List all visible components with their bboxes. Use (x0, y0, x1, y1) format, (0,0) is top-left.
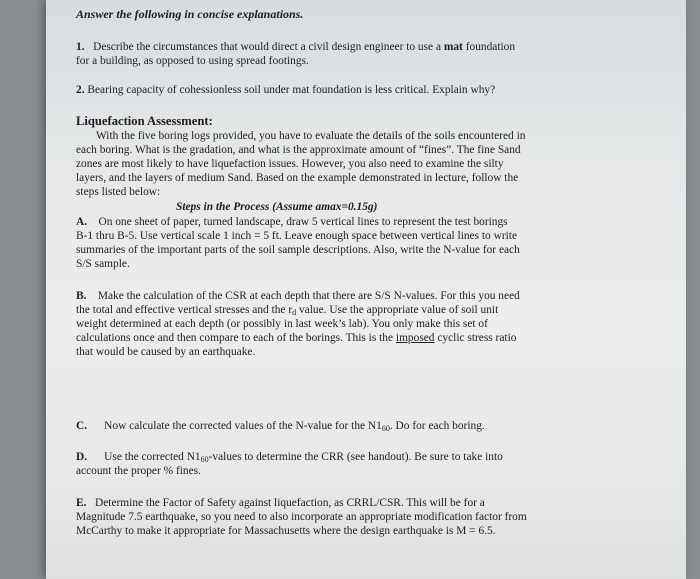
page-title: Answer the following in concise explanations. (76, 7, 304, 21)
step-b-line-4 (76, 332, 516, 345)
step-d-line-1 (76, 451, 503, 464)
question-1-number: 1. (76, 41, 85, 53)
step-d-text-a: Use the corrected N1 (104, 451, 201, 463)
question-1-text-b: foundation (465, 41, 516, 53)
step-d-subscript: 60 (200, 455, 209, 464)
intro-line-2: each boring. What is the gradation, and what is the approximate amount of “fines”. The fine Sand (76, 144, 521, 156)
step-e-text-1: Determine the Factor of Safety against liquefaction, as CRRL/CSR. This will be for a (95, 497, 485, 509)
step-b-line-1 (76, 290, 520, 303)
step-c-letter: C. (76, 420, 88, 432)
step-a-line-3: summaries of the important parts of the soil sample descriptions. Also, write the N-value for each (76, 244, 520, 256)
step-a-letter: A. (76, 216, 88, 228)
step-b-line-5: that would be caused by an earthquake. (76, 346, 256, 358)
step-b-letter: B. (76, 290, 87, 302)
question-1-text-a: Describe the circumstances that would direct a civil design engineer to use a (93, 41, 442, 53)
intro-line-1: With the five boring logs provided, you have to evaluate the details of the soils encountered in (96, 130, 526, 142)
step-b-text-2b: value. Use the appropriate value of soil unit (296, 304, 499, 316)
step-a-line-2: B-1 thru B-5. Use vertical scale 1 inch = 5 ft. Leave enough space between vertical lines to write (76, 230, 518, 242)
step-d-text-b: -values to determine the CRR (see handout). Be sure to take into (208, 451, 503, 463)
step-c-text-b: . Do for each boring. (389, 420, 485, 432)
step-e-line-2: Magnitude 7.5 earthquake, so you need to also incorporate an appropriate modification factor from (76, 511, 527, 523)
step-b-rd-subscript: d (292, 308, 297, 317)
step-b-imposed: imposed (395, 332, 435, 344)
step-e-letter: E. (76, 497, 87, 509)
step-c-subscript: 60 (381, 424, 390, 433)
intro-line-3: zones are most likely to have liquefaction issues. However, you also need to examine the silty (76, 158, 504, 170)
step-d-letter: D. (76, 451, 88, 463)
liquefaction-heading: Liquefaction Assessment: (76, 114, 213, 128)
step-b-text-2a: the total and effective vertical stresses and the r (76, 304, 293, 316)
question-1-mat: mat (443, 41, 463, 53)
step-e-line-1 (76, 497, 485, 510)
paper-sheet (46, 0, 686, 579)
question-2 (76, 84, 495, 97)
step-c-text-a: Now calculate the corrected values of the N-value for the N1 (104, 420, 382, 432)
step-d-line-2: account the proper % fines. (76, 465, 201, 477)
intro-line-5: steps listed below: (76, 186, 161, 198)
question-1-line-1 (76, 41, 515, 54)
step-a-line-1 (76, 216, 508, 229)
steps-title: Steps in the Process (Assume amax=0.15g) (176, 201, 378, 213)
question-2-number: 2. (76, 84, 85, 96)
step-c-line-1 (76, 420, 485, 433)
step-b-line-2 (76, 304, 498, 317)
intro-line-4: layers, and the layers of medium Sand. Based on the example demonstrated in lecture, follow the (76, 172, 519, 184)
question-2-text: Bearing capacity of cohessionless soil under mat foundation is less critical. Explain why? (87, 84, 496, 96)
step-b-text-4b: cyclic stress ratio (434, 332, 517, 344)
step-b-text-4a: calculations once and then compare to each of the borings. This is the (76, 332, 396, 344)
question-1-line-2: for a building, as opposed to using spread footings. (76, 55, 309, 67)
step-b-text-1: Make the calculation of the CSR at each depth that there are S/S N-values. For this you need (97, 290, 520, 302)
step-a-line-4: S/S sample. (76, 258, 130, 270)
step-a-text-1: On one sheet of paper, turned landscape, draw 5 vertical lines to represent the test borings (98, 216, 508, 228)
step-e-line-3: McCarthy to make it appropriate for Massachusetts where the design earthquake is M = 6.5. (76, 525, 496, 537)
step-b-line-3: weight determined at each depth (or possibly in last week’s lab). You only make this set of (76, 318, 488, 330)
